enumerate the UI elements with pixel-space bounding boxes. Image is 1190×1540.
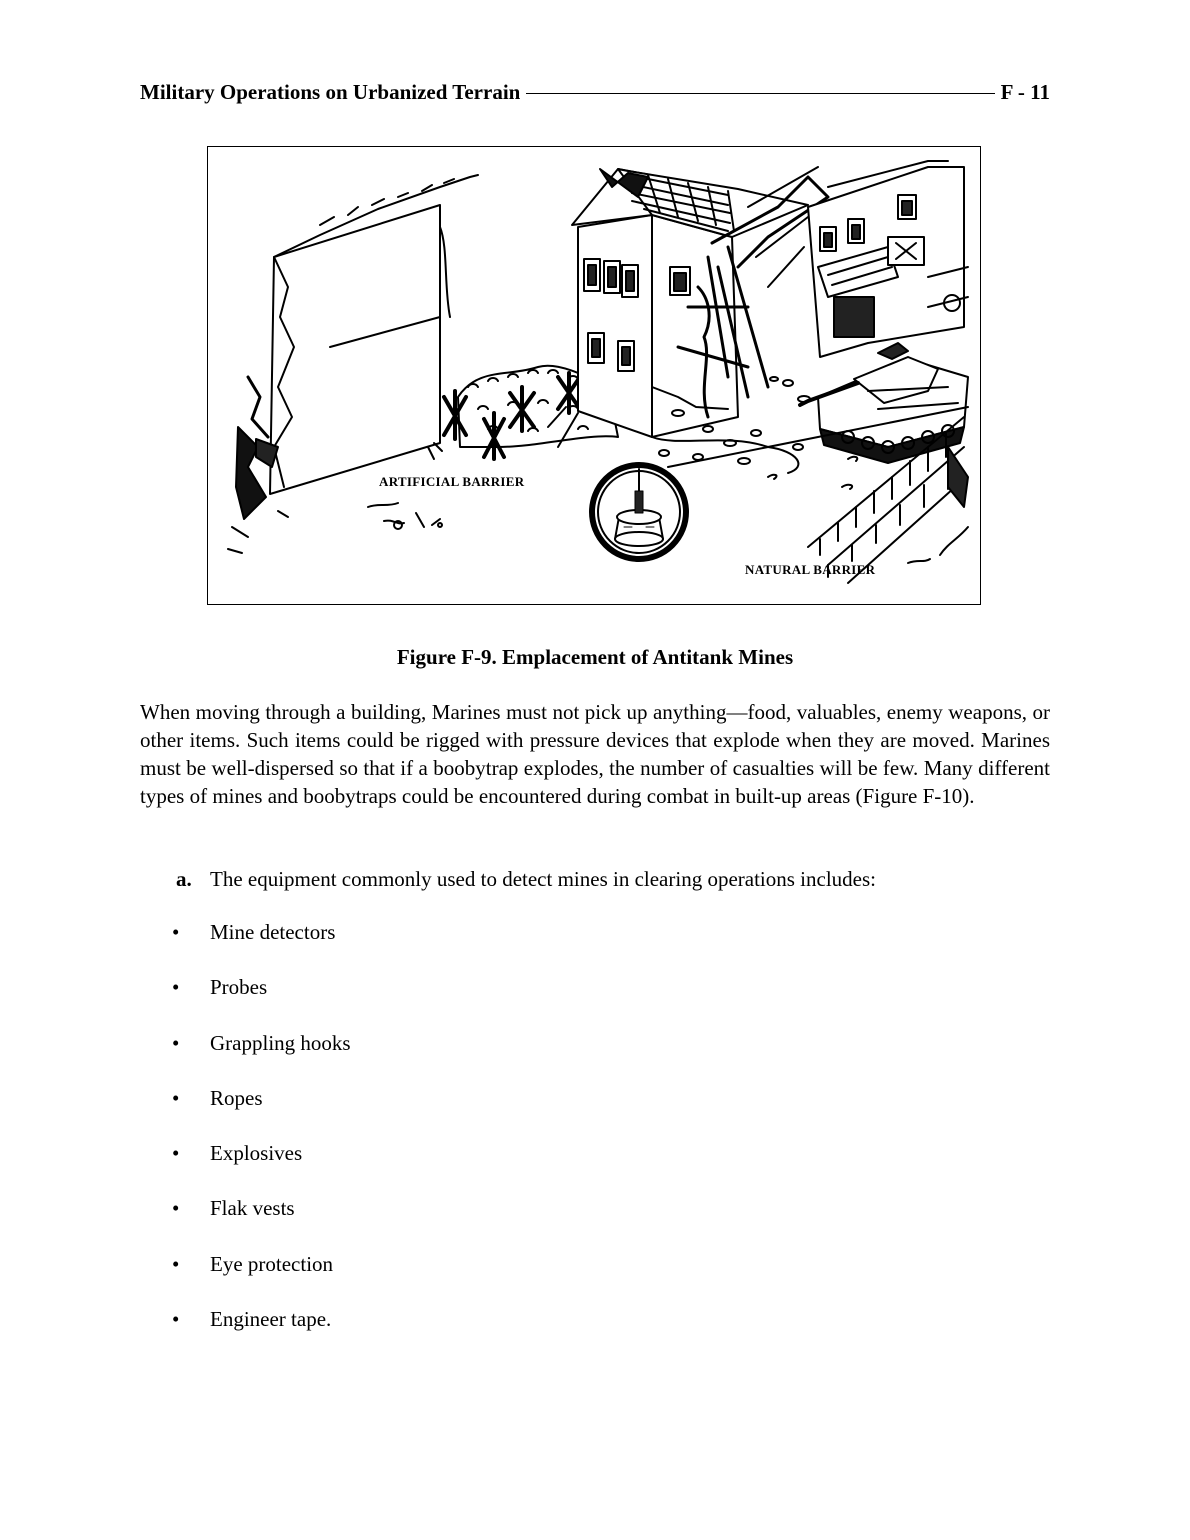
bullet-icon: • [172,920,180,944]
artificial-barrier-label: ARTIFICIAL BARRIER [379,474,525,489]
equipment-item-text: Explosives [210,1141,303,1166]
list-item [170,918,351,973]
broken-wall-drawing [228,175,478,553]
document-title: Military Operations on Urbanized Terrain [140,79,521,104]
urban-barrier-illustration [208,147,980,604]
list-item [170,1029,351,1084]
list-item [170,1084,351,1139]
item-a-text: The equipment commonly used to detect mines in clearing operations includes: [210,867,876,891]
bullet-icon: • [172,1030,180,1055]
header-rule [526,93,994,94]
equipment-item-text: Mine detectors [210,920,336,944]
bullet-icon: • [172,1251,180,1276]
house-drawing [572,167,828,437]
list-item [170,973,351,1028]
page-number: F - 11 [1000,79,1050,104]
figure-illustration [207,146,981,605]
equipment-item-text: Ropes [210,1085,263,1110]
list-item [170,1194,351,1249]
street-buildings-drawing [808,161,968,357]
page-header [140,78,1050,106]
equipment-item-text: Eye protection [210,1251,334,1276]
list-item [170,1139,351,1194]
bullet-icon: • [172,1141,180,1166]
equipment-item-text: Engineer tape. [210,1307,332,1332]
item-a-marker: a. [176,867,192,891]
bullet-icon: • [172,1307,180,1332]
natural-barrier-label: NATURAL BARRIER [745,562,876,577]
equipment-item-text: Grappling hooks [210,1030,351,1055]
list-item [170,1305,351,1360]
equipment-item-text: Probes [210,975,268,1000]
equipment-list [170,918,351,1360]
antitank-mine-inset [592,465,686,559]
bullet-icon: • [172,1196,180,1221]
tank-drawing [800,343,968,463]
bullet-icon: • [172,1085,180,1110]
figure-caption: Figure F-9. Emplacement of Antitank Mines [396,645,794,669]
body-paragraph: When moving through a building, Marines must not pick up anything—food, valuables, enemy weapons, or other items. Such items could be rigged with pressure devices that explode when they are moved. Marines must be well-dispersed so that if a boobytrap explodes, the number of casualties will be few. Many different types of mines and boobytraps could be encountered during combat in built-up areas (Figure F-10). [140,700,1050,808]
list-item [170,1250,351,1305]
bullet-icon: • [172,975,180,1000]
list-item-a [176,865,876,893]
equipment-item-text: Flak vests [210,1196,295,1221]
